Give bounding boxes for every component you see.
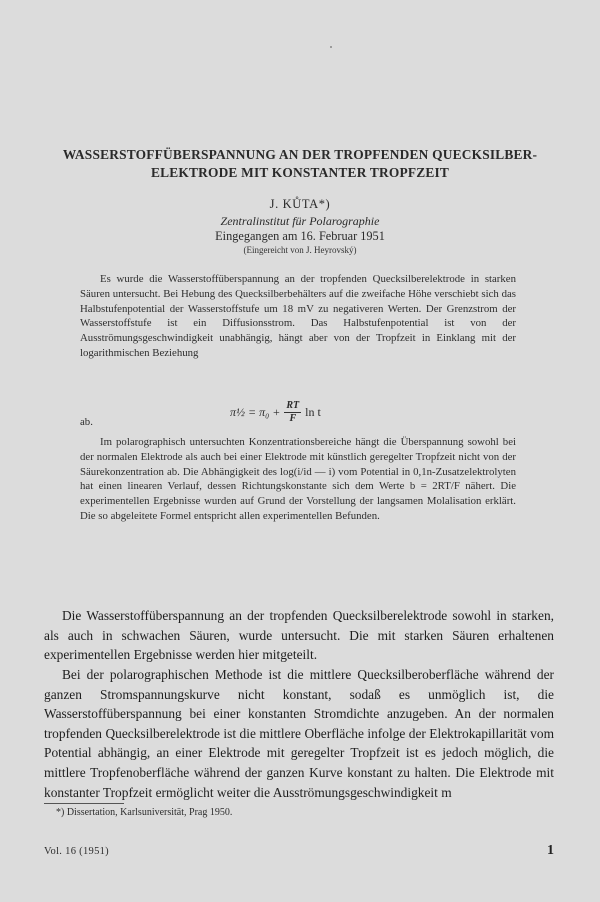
formula-fraction: [284, 400, 301, 425]
speck-mark: [330, 46, 332, 48]
formula: [230, 400, 321, 425]
abstract-paragraph-2: Im polarographisch untersuchten Konzentrationsbereiche hängt die Überspannung sowohl bei der normalen Elektrode als auch bei einer Elektrode mit künstlich geregelter Tropfzeit nicht von der Säurekonzentration ab. Die Abhängigkeit des log(i/id — i) vom Potential in 0,1n-Zusatzelektrolyten hat einen linearen Verlauf, dessen Richtungskonstante sich dem Werte b = 2RT/F nähert. Die experimentellen Ergebnisse wurden auf Grund der Vorstellung der langsamen Molalisation erklärt. Die so abgeleitete Formel entspricht allen experimentellen Befunden.: [80, 436, 516, 522]
institute: Zentralinstitut für Polarographie: [220, 214, 380, 228]
footnote-rule: [44, 803, 124, 804]
title-line-1: WASSERSTOFFÜBERSPANNUNG AN DER TROPFENDEN QUECKSILBER-: [62, 147, 538, 162]
volume-label: Vol. 16 (1951): [44, 846, 109, 857]
abstract-ab: ab.: [80, 416, 93, 428]
received-date: Eingegangen am 16. Februar 1951: [215, 229, 385, 243]
formula-lhs: π½ = π₀ +: [230, 405, 281, 419]
formula-row: [80, 400, 516, 430]
body-paragraph-1: Die Wasserstoffüberspannung an der tropfenden Quecksilberelektrode sowohl in starken, als auch in schwachen Säuren, wurde untersucht. Die mit starken Säuren erhaltenen experimentellen Ergebnisse werden hier mitgeteilt.: [44, 608, 554, 663]
paper-title: [20, 146, 580, 182]
abstract-paragraph-1: Es wurde die Wasserstoffüberspannung an der tropfenden Quecksilberelektrode in starken Säuren untersucht. Bei Hebung des Quecksilberbehälters auf die zweifache Höhe verschiebt sich das Halbstufenpotential der Wasserstoffstufe um 18 mV zu negativeren Werten. Der Grenzstrom der Wasserstoffstufe ist ein Diffusionsstrom. Das Halbstufenpotential ist von der Ausströmungsgeschwindigkeit unabhängig, hängt aber von der Tropfzeit in Einklang mit der logarithmischen Beziehung: [80, 273, 516, 359]
formula-denominator: F: [289, 413, 297, 424]
formula-tail: ln t: [305, 405, 321, 419]
body-paragraph-2: Bei der polarographischen Methode ist die mittlere Quecksilberoberfläche während der ganzen Stromspannungskurve nicht konstant, sodaß es unmöglich ist, die Wasserstoffüberspannung bei einer konstanten Stromdichte anzugeben. An der normalen tropfenden Quecksilberelektrode ist die mittlere Oberfläche infolge der Elektrokapillarität vom Potential abhängig, an einer Elektrode mit geregelter Tropfzeit ist es jedoch möglich, die mittlere Tropfenoberfläche während der ganzen Kurve konstant zu halten. Die Elektrode mit konstanter Tropfzeit ermöglicht weiter die Ausströmungsgeschwindigkeit m: [44, 667, 554, 800]
title-line-2: ELEKTRODE MIT KONSTANTER TROPFZEIT: [150, 165, 450, 180]
submitted-by: (Eingereicht von J. Heyrovský): [243, 245, 357, 255]
formula-numerator: RT: [286, 400, 300, 411]
footnote: *) Dissertation, Karlsuniversität, Prag 1950.: [56, 807, 233, 818]
author: J. KŮTA*): [269, 197, 331, 211]
page-number: 1: [547, 843, 554, 858]
